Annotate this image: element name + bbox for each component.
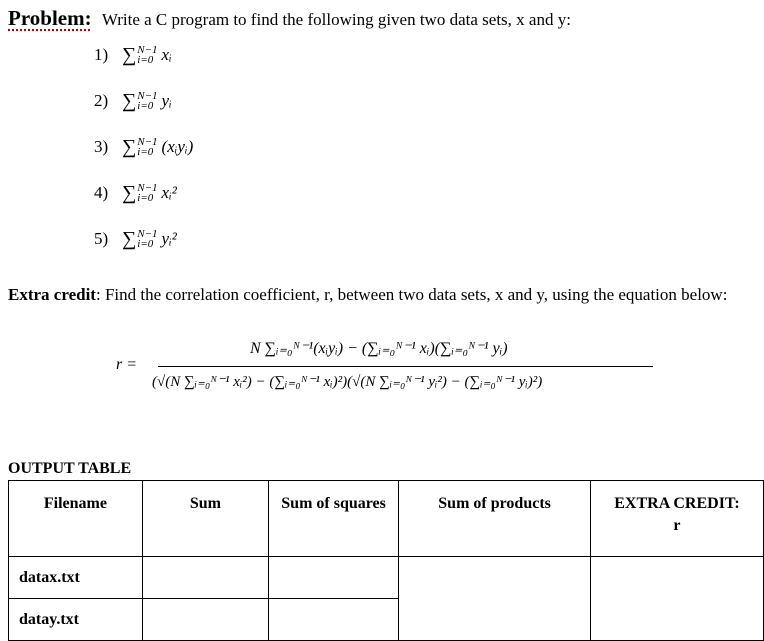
output-table	[8, 480, 764, 641]
output-table-title: OUTPUT TABLE	[8, 460, 132, 477]
sigma-symbol: ∑	[122, 90, 137, 112]
cell-sum-of-products[interactable]	[399, 557, 591, 641]
table-header-row	[9, 481, 764, 557]
correlation-formula	[110, 338, 650, 418]
sum-term: (xᵢyᵢ)	[161, 137, 194, 156]
item-number: 5)	[94, 229, 109, 248]
sum-lower-limit: i=0	[137, 192, 154, 204]
header-sum-of-squares: Sum of squares	[268, 481, 398, 557]
formula-denominator: (√(N ∑ᵢ₌₀ᴺ⁻¹ xᵢ²) − (∑ᵢ₌₀ᴺ⁻¹ xᵢ)²)(√(N ∑ᵢ₌₀ᴺ⁻¹ yᵢ²) − (∑ᵢ₌₀ᴺ⁻¹ yᵢ)²)	[152, 374, 543, 390]
item-number: 1)	[94, 45, 109, 64]
cell-sum-of-squares[interactable]	[268, 599, 398, 641]
problem-statement	[8, 6, 571, 31]
sigma-symbol: ∑	[122, 182, 137, 204]
item-number: 2)	[94, 91, 109, 110]
list-item	[94, 86, 172, 116]
summation	[122, 91, 172, 111]
list-item	[94, 224, 177, 254]
cell-sum-of-squares[interactable]	[268, 557, 398, 599]
sum-lower-limit: i=0	[137, 238, 154, 250]
sigma-symbol: ∑	[122, 228, 137, 250]
header-sum-of-products: Sum of products	[399, 481, 591, 557]
header-filename: Filename	[9, 481, 143, 557]
row-filename: datax.txt	[9, 557, 143, 599]
sum-upper-limit: N−1	[137, 44, 158, 56]
sum-upper-limit: N−1	[137, 182, 158, 194]
summation	[122, 137, 193, 157]
extra-credit-text: : Find the correlation coefficient, r, between two data sets, x and y, using the equation below:	[95, 285, 728, 304]
sigma-symbol: ∑	[122, 136, 137, 158]
extra-credit-label: Extra credit	[8, 285, 96, 304]
list-item	[94, 132, 193, 162]
header-extra-credit-r: EXTRA CREDIT: r	[590, 481, 763, 557]
sum-upper-limit: N−1	[137, 228, 158, 240]
sum-term: xᵢ²	[161, 183, 177, 202]
formula-lhs: r =	[116, 356, 138, 373]
summation	[122, 45, 172, 65]
sum-lower-limit: i=0	[137, 54, 154, 66]
cell-sum[interactable]	[142, 599, 268, 641]
sum-lower-limit: i=0	[137, 100, 154, 112]
item-number: 4)	[94, 183, 109, 202]
sum-upper-limit: N−1	[137, 90, 158, 102]
sum-term: xᵢ	[161, 45, 172, 64]
list-item	[94, 40, 172, 70]
sigma-symbol: ∑	[122, 44, 137, 66]
summation	[122, 229, 177, 249]
formula-numerator: N ∑ᵢ₌₀ᴺ⁻¹(xᵢyᵢ) − (∑ᵢ₌₀ᴺ⁻¹ xᵢ)(∑ᵢ₌₀ᴺ⁻¹ yᵢ)	[250, 340, 508, 357]
table-row	[9, 557, 764, 599]
sum-term: yᵢ	[161, 91, 172, 110]
header-sum: Sum	[142, 481, 268, 557]
sum-term: yᵢ²	[161, 229, 177, 248]
summation	[122, 183, 177, 203]
item-number: 3)	[94, 137, 109, 156]
sum-lower-limit: i=0	[137, 146, 154, 158]
cell-sum[interactable]	[142, 557, 268, 599]
extra-credit-paragraph	[8, 284, 758, 306]
cell-extra-credit-r[interactable]	[590, 557, 763, 641]
sum-upper-limit: N−1	[137, 136, 158, 148]
fraction-bar	[158, 366, 653, 367]
problem-text: Write a C program to find the following given two data sets, x and y:	[101, 10, 571, 29]
problem-label: Problem:	[8, 6, 92, 30]
row-filename: datay.txt	[9, 599, 143, 641]
list-item	[94, 178, 177, 208]
